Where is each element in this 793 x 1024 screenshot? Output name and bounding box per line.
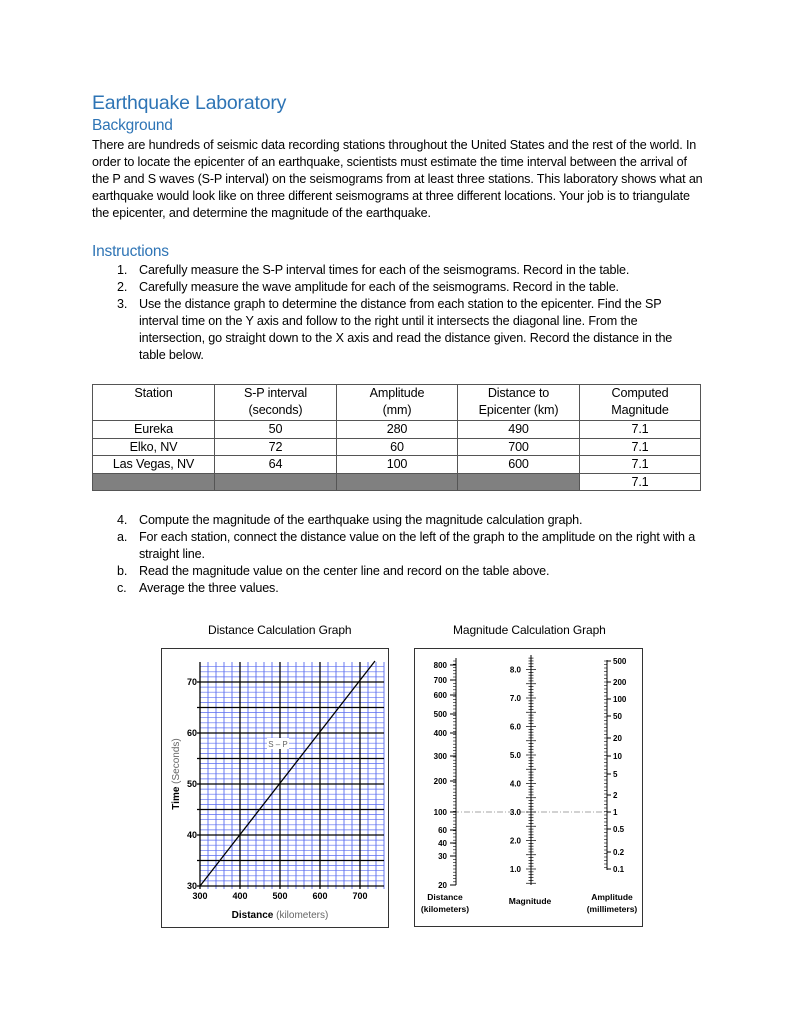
svg-text:100: 100	[433, 808, 447, 817]
svg-text:500: 500	[613, 657, 627, 666]
svg-text:40: 40	[438, 839, 447, 848]
cell-distance: 490	[458, 421, 580, 439]
magnitude-graph-frame	[414, 648, 643, 927]
cell-sp-interval: 64	[215, 456, 337, 474]
cell-magnitude: 7.1	[580, 456, 701, 474]
svg-text:400: 400	[232, 891, 248, 901]
svg-text:(kilometers): (kilometers)	[420, 904, 470, 914]
svg-text:600: 600	[433, 691, 447, 700]
page-title: Earthquake Laboratory	[92, 92, 287, 114]
step-3: 3. Use the distance graph to determine the distance from each station to the epicenter. Find the SP interval time on the Y axis and follow to the right until it intersects the diagonal line. From the intersection, go straight down to the X axis and read the distance given. Record the distance in the table below.	[117, 297, 673, 362]
step-2: 2. Carefully measure the wave amplitude for each of the seismograms. Record in the table.	[117, 280, 619, 294]
header-magnitude: Computed Magnitude	[580, 385, 701, 421]
svg-text:60: 60	[438, 826, 447, 835]
amplitude-axis-label: Amplitude	[591, 892, 633, 902]
svg-text:5.0: 5.0	[509, 751, 521, 760]
svg-text:4.0: 4.0	[509, 779, 521, 789]
x-axis-label: Distance (kilometers)	[231, 910, 329, 921]
magnitude-scale-labels	[510, 666, 522, 875]
y-axis-label: Time (Seconds)	[171, 738, 182, 810]
results-table	[92, 384, 701, 491]
cell-amplitude: 100	[337, 456, 458, 474]
svg-text:5: 5	[613, 770, 618, 779]
cell-sp-interval: 50	[215, 421, 337, 439]
cell-average-magnitude: 7.1	[580, 473, 701, 491]
table-row	[93, 421, 701, 439]
substep-a: a. For each station, connect the distance value on the left of the graph to the amplitude on the right with a straight line.	[117, 530, 696, 561]
svg-text:40: 40	[186, 830, 197, 840]
svg-text:30: 30	[438, 852, 447, 861]
header-station: Station	[93, 385, 215, 421]
svg-text:6.0: 6.0	[509, 722, 521, 732]
grey-cell	[215, 473, 337, 491]
svg-text:60: 60	[186, 728, 197, 738]
cell-station: Las Vegas, NV	[93, 456, 215, 474]
cell-magnitude: 7.1	[580, 438, 701, 456]
svg-text:400: 400	[433, 729, 447, 738]
svg-text:20: 20	[438, 881, 447, 890]
x-tick-labels	[192, 891, 367, 901]
svg-text:8.0: 8.0	[509, 665, 521, 675]
table-row	[93, 438, 701, 456]
cell-amplitude: 60	[337, 438, 458, 456]
header-sp-interval: S-P interval (seconds)	[215, 385, 337, 421]
svg-text:50: 50	[186, 779, 197, 789]
header-distance: Distance to Epicenter (km)	[458, 385, 580, 421]
svg-text:50: 50	[613, 712, 622, 721]
step-4: 4. Compute the magnitude of the earthquake using the magnitude calculation graph.	[117, 513, 583, 527]
distance-scale-ticks	[450, 661, 456, 885]
svg-text:500: 500	[272, 891, 288, 901]
svg-text:1: 1	[613, 808, 618, 817]
svg-text:1.0: 1.0	[509, 865, 521, 874]
cell-station: Elko, NV	[93, 438, 215, 456]
magnitude-axis-label: Magnitude	[508, 896, 552, 906]
grey-cell	[337, 473, 458, 491]
svg-text:500: 500	[433, 710, 447, 719]
svg-text:100: 100	[613, 695, 627, 704]
magnitude-nomogram	[415, 649, 642, 926]
background-paragraph: There are hundreds of seismic data recording stations throughout the United States and the rest of the world. In order to locate the epicenter of an earthquake, scientists must estimate the time interval between the arrival of the P and S waves (S-P interval) on the seismograms from at least three stations. This laboratory shows what an earthquake would look like on three different seismograms at three different locations. Your job is to triangulate the epicenter, and determine the magnitude of the earthquake.	[92, 138, 703, 220]
svg-text:10: 10	[613, 752, 622, 761]
svg-text:300: 300	[433, 752, 447, 761]
svg-text:700: 700	[433, 676, 447, 685]
distance-graph-title: Distance Calculation Graph	[208, 623, 352, 637]
grey-cell	[93, 473, 215, 491]
svg-text:70: 70	[186, 677, 197, 687]
svg-text:200: 200	[433, 777, 447, 786]
substep-c: c. Average the three values.	[117, 581, 279, 595]
step-4-substeps	[92, 529, 699, 597]
cell-sp-interval: 72	[215, 438, 337, 456]
instructions-heading: Instructions	[92, 243, 169, 260]
grey-cell	[458, 473, 580, 491]
instruction-step-4	[92, 512, 699, 529]
distance-axis-label: Distance	[427, 892, 463, 902]
cell-amplitude: 280	[337, 421, 458, 439]
svg-text:2.0: 2.0	[509, 836, 521, 846]
svg-text:0.5: 0.5	[613, 825, 625, 834]
svg-text:7.0: 7.0	[509, 694, 521, 703]
distance-graph-frame	[161, 648, 389, 928]
svg-text:700: 700	[352, 891, 368, 901]
svg-text:0.1: 0.1	[613, 865, 625, 874]
instruction-steps	[92, 262, 699, 364]
cell-magnitude: 7.1	[580, 421, 701, 439]
header-amplitude: Amplitude (mm)	[337, 385, 458, 421]
svg-text:2: 2	[613, 791, 618, 800]
sp-label: S – P	[268, 740, 288, 749]
table-average-row	[93, 473, 701, 491]
svg-text:20: 20	[613, 734, 622, 743]
background-heading: Background	[92, 117, 173, 134]
cell-distance: 600	[458, 456, 580, 474]
table-row	[93, 456, 701, 474]
svg-text:(millimeters): (millimeters)	[586, 904, 638, 914]
svg-text:30: 30	[186, 881, 197, 891]
svg-text:600: 600	[312, 891, 328, 901]
cell-distance: 700	[458, 438, 580, 456]
magnitude-graph-title: Magnitude Calculation Graph	[453, 623, 606, 637]
svg-text:200: 200	[613, 678, 627, 687]
step-1: 1. Carefully measure the S-P interval times for each of the seismograms. Record in the table.	[117, 263, 630, 277]
y-tick-labels	[187, 677, 197, 891]
table-header-row	[93, 385, 701, 421]
cell-station: Eureka	[93, 421, 215, 439]
amplitude-scale-labels	[613, 657, 627, 874]
svg-text:800: 800	[433, 661, 447, 670]
distance-grid	[197, 662, 384, 889]
svg-text:0.2: 0.2	[613, 848, 625, 857]
distance-scale-labels	[434, 661, 448, 890]
substep-b: b. Read the magnitude value on the center line and record on the table above.	[117, 564, 550, 578]
svg-text:3.0: 3.0	[509, 808, 521, 817]
svg-text:300: 300	[192, 891, 208, 901]
distance-graph	[162, 649, 388, 927]
